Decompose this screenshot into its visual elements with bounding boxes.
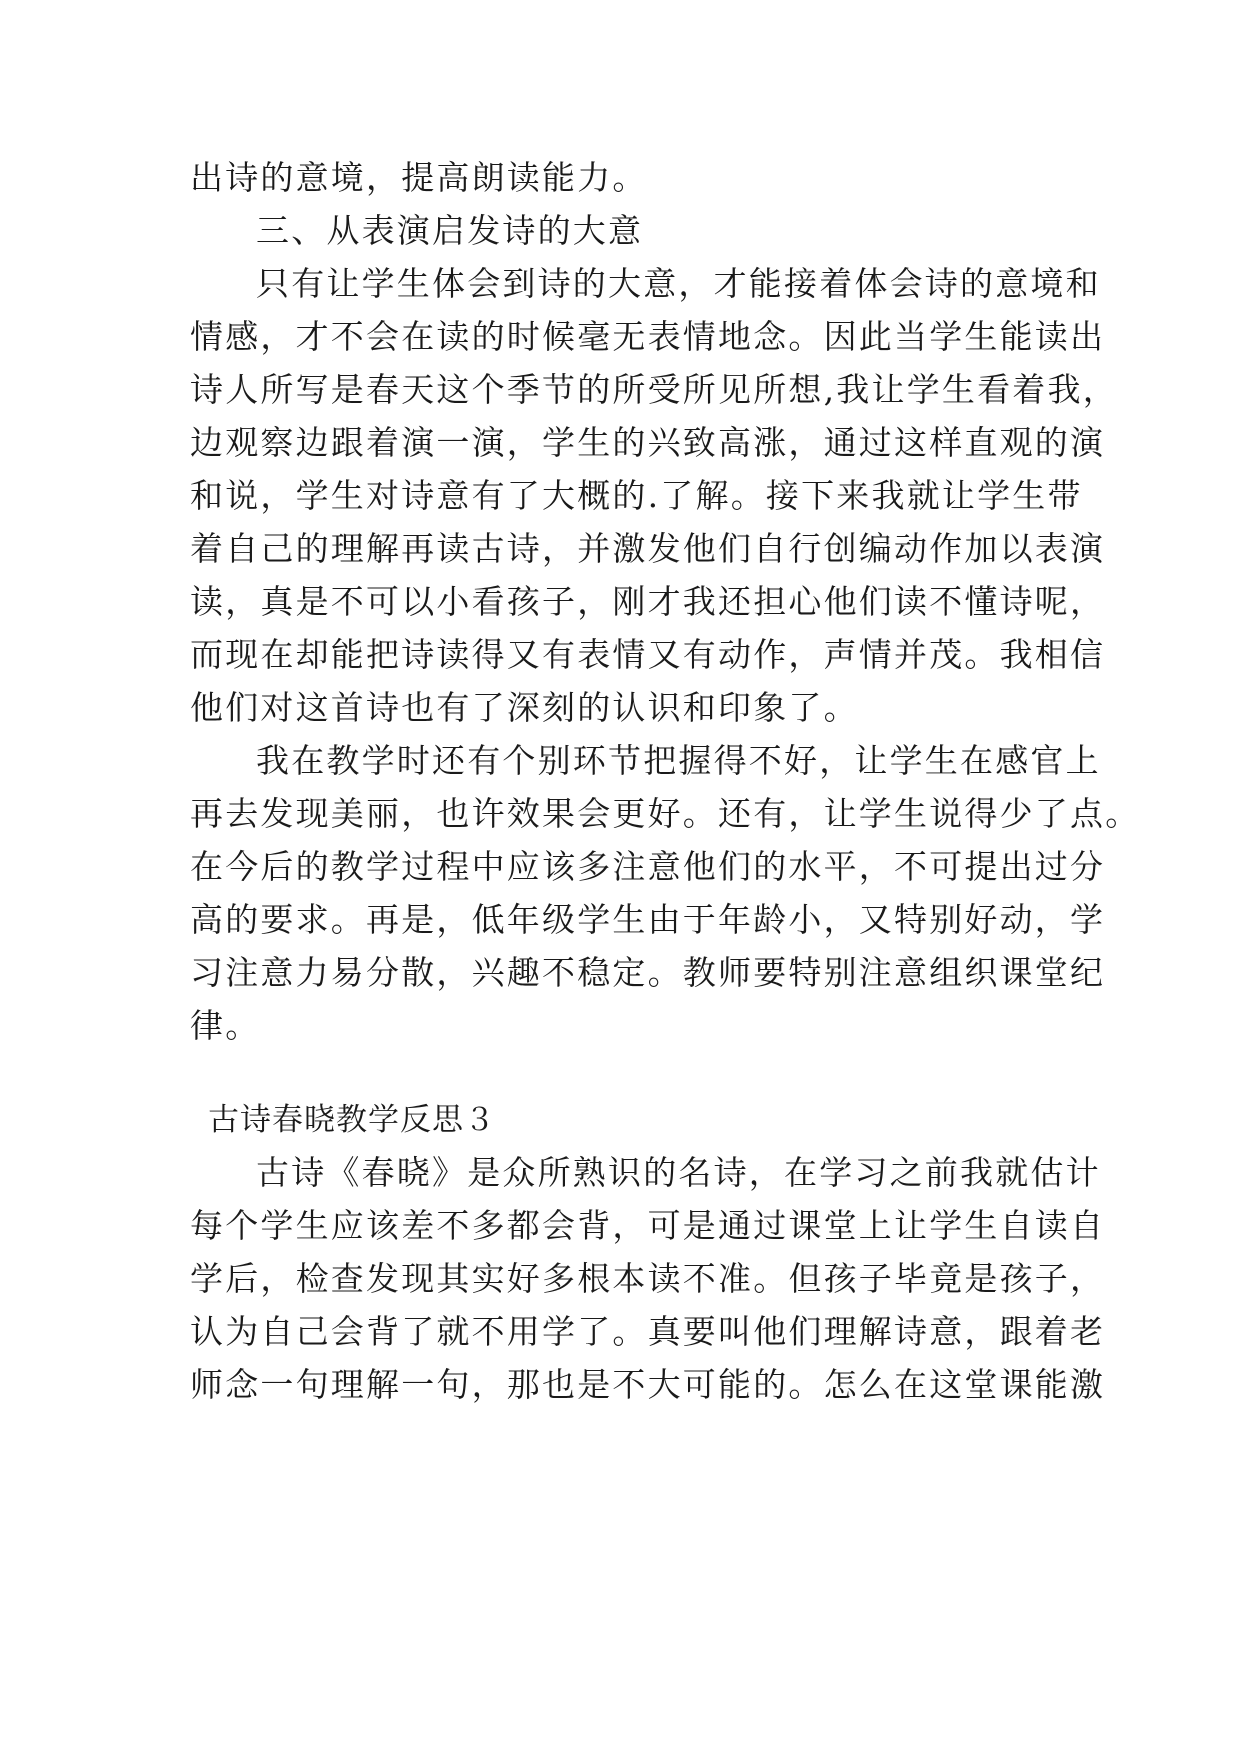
paragraph-line: 认为自己会背了就不用学了。真要叫他们理解诗意，跟着老: [190, 1312, 1106, 1351]
paragraph-line: 而现在却能把诗读得又有表情又有动作，声情并茂。我相信: [190, 635, 1106, 674]
paragraph-line: 读，真是不可以小看孩子，刚才我还担心他们读不懂诗呢，: [190, 582, 1106, 621]
paragraph-line: 古诗《春晓》是众所熟识的名诗，在学习之前我就估计: [256, 1153, 1101, 1192]
paragraph-line: 高的要求。再是，低年级学生由于年龄小，又特别好动，学: [190, 900, 1106, 939]
paragraph-line: 再去发现美丽，也许效果会更好。还有，让学生说得少了点。: [190, 794, 1141, 833]
subheading: 三、从表演启发诗的大意: [256, 211, 644, 250]
paragraph-line: 习注意力易分散，兴趣不稳定。教师要特别注意组织课堂纪: [190, 953, 1106, 992]
paragraph-line: 师念一句理解一句，那也是不大可能的。怎么在这堂课能激: [190, 1365, 1106, 1404]
paragraph-line: 边观察边跟着演一演，学生的兴致高涨，通过这样直观的演: [190, 423, 1106, 462]
paragraph-line: 出诗的意境，提高朗读能力。: [190, 158, 648, 197]
paragraph-line: 律。: [190, 1006, 261, 1045]
paragraph-line: 和说，学生对诗意有了大概的.了解。接下来我就让学生带: [190, 476, 1083, 515]
paragraph-line: 他们对这首诗也有了深刻的认识和印象了。: [190, 688, 859, 727]
paragraph-line: 在今后的教学过程中应该多注意他们的水平，不可提出过分: [190, 847, 1106, 886]
section-title: 古诗春晓教学反思３: [208, 1102, 496, 1138]
paragraph-line: 诗人所写是春天这个季节的所受所见所想,我让学生看着我，: [190, 370, 1118, 409]
paragraph-line: 情感，才不会在读的时候毫无表情地念。因此当学生能读出: [190, 317, 1106, 356]
paragraph-line: 学后，检查发现其实好多根本读不准。但孩子毕竟是孩子，: [190, 1259, 1106, 1298]
paragraph-line: 我在教学时还有个别环节把握得不好，让学生在感官上: [256, 741, 1101, 780]
paragraph-line: 着自己的理解再读古诗，并激发他们自行创编动作加以表演: [190, 529, 1106, 568]
paragraph-line: 每个学生应该差不多都会背，可是通过课堂上让学生自读自: [190, 1206, 1106, 1245]
paragraph-line: 只有让学生体会到诗的大意，才能接着体会诗的意境和: [256, 264, 1101, 303]
